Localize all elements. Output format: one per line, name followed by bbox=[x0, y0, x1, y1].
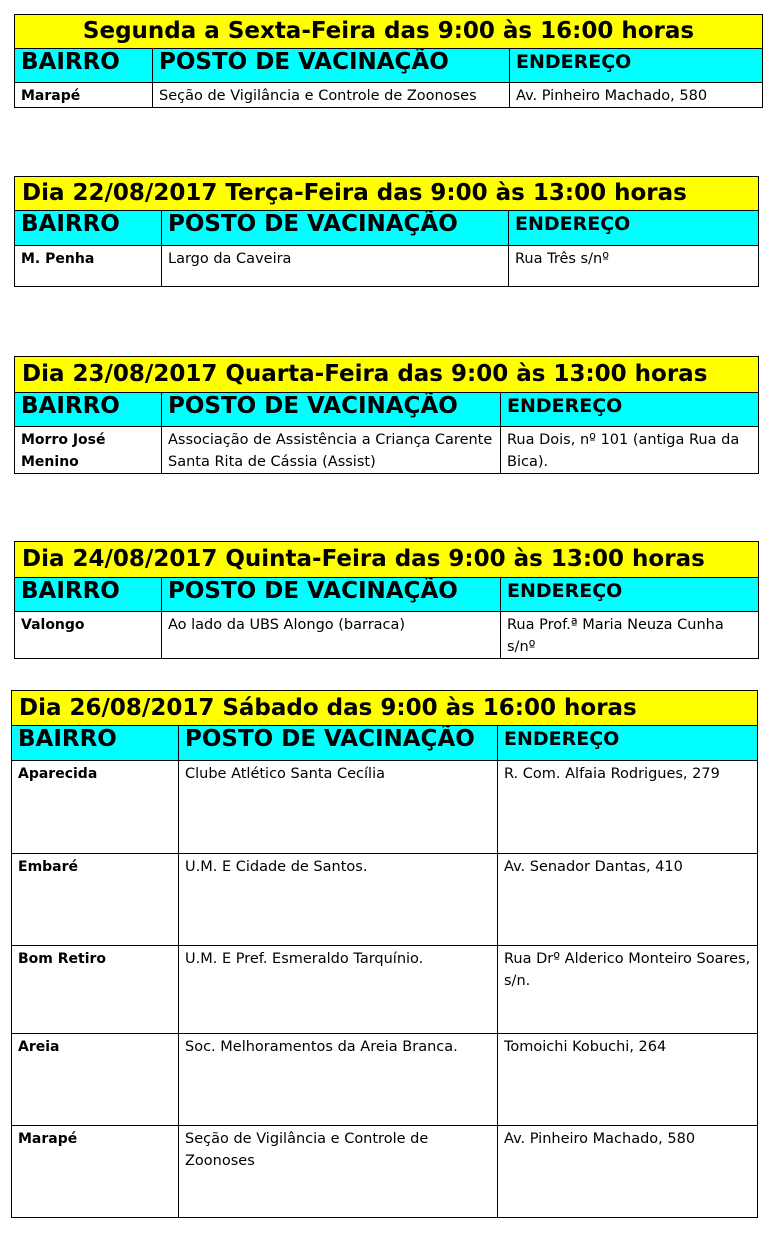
cell-endereco: Tomoichi Kobuchi, 264 bbox=[497, 1034, 757, 1125]
column-header-posto: POSTO DE VACINAÇÃO bbox=[152, 49, 509, 82]
cell-bairro: Bom Retiro bbox=[18, 951, 107, 967]
table-header-row bbox=[15, 211, 758, 246]
column-header-posto: POSTO DE VACINAÇÃO bbox=[161, 578, 500, 611]
cell-endereco: Av. Senador Dantas, 410 bbox=[497, 854, 757, 945]
column-header-posto: POSTO DE VACINAÇÃO bbox=[161, 211, 508, 245]
cell-posto: Clube Atlético Santa Cecília bbox=[178, 761, 497, 853]
cell-posto: Seção de Vigilância e Controle de Zoonoses bbox=[152, 83, 509, 107]
table-row bbox=[15, 612, 758, 658]
column-header-endereco: ENDEREÇO bbox=[509, 49, 762, 82]
cell-bairro: Embaré bbox=[18, 859, 79, 875]
column-header-endereco: ENDEREÇO bbox=[500, 578, 758, 611]
table-header-row bbox=[12, 726, 757, 761]
cell-endereco: Rua Drº Alderico Monteiro Soares, s/n. bbox=[497, 946, 757, 1033]
cell-posto: U.M. E Cidade de Santos. bbox=[178, 854, 497, 945]
column-header-bairro: BAIRRO bbox=[21, 578, 120, 604]
table-title-text: Dia 24/08/2017 Quinta-Feira das 9:00 às 13:00 horas bbox=[22, 546, 705, 572]
cell-posto: Soc. Melhoramentos da Areia Branca. bbox=[178, 1034, 497, 1125]
cell-bairro: Marapé bbox=[18, 1131, 78, 1147]
column-header-endereco: ENDEREÇO bbox=[497, 726, 757, 760]
column-header-endereco: ENDEREÇO bbox=[500, 393, 758, 426]
table-row bbox=[15, 246, 758, 286]
column-header-bairro: BAIRRO bbox=[21, 49, 120, 75]
schedule-table-tuesday bbox=[14, 176, 759, 287]
table-title bbox=[15, 15, 762, 49]
table-header-row bbox=[15, 393, 758, 427]
table-title bbox=[15, 177, 758, 211]
schedule-table-saturday bbox=[11, 690, 758, 1218]
column-header-posto: POSTO DE VACINAÇÃO bbox=[178, 726, 497, 760]
column-header-bairro: BAIRRO bbox=[18, 726, 117, 752]
cell-endereco: Av. Pinheiro Machado, 580 bbox=[509, 83, 762, 107]
cell-endereco: Rua Dois, nº 101 (antiga Rua da Bica). bbox=[500, 427, 758, 473]
table-row bbox=[12, 1033, 757, 1125]
cell-endereco: Rua Prof.ª Maria Neuza Cunha s/nº bbox=[500, 612, 758, 658]
table-title bbox=[12, 691, 757, 726]
cell-bairro: Morro José Menino bbox=[21, 432, 106, 470]
table-row bbox=[15, 83, 762, 107]
column-header-endereco: ENDEREÇO bbox=[508, 211, 758, 245]
cell-posto: Largo da Caveira bbox=[161, 246, 508, 286]
table-row bbox=[15, 427, 758, 473]
cell-posto: Ao lado da UBS Alongo (barraca) bbox=[161, 612, 500, 658]
schedule-table-thursday bbox=[14, 541, 759, 659]
schedule-table-wednesday bbox=[14, 356, 759, 474]
column-header-bairro: BAIRRO bbox=[21, 211, 120, 237]
cell-posto: U.M. E Pref. Esmeraldo Tarquínio. bbox=[178, 946, 497, 1033]
cell-posto: Seção de Vigilância e Controle de Zoonoses bbox=[178, 1126, 497, 1217]
cell-bairro: Marapé bbox=[21, 88, 81, 104]
table-row bbox=[12, 853, 757, 945]
column-header-posto: POSTO DE VACINAÇÃO bbox=[161, 393, 500, 426]
table-title-text: Dia 23/08/2017 Quarta-Feira das 9:00 às 13:00 horas bbox=[22, 361, 708, 387]
table-row bbox=[12, 945, 757, 1033]
table-row bbox=[12, 1125, 757, 1217]
table-title bbox=[15, 542, 758, 578]
table-header-row bbox=[15, 578, 758, 612]
table-title bbox=[15, 357, 758, 393]
cell-bairro: Aparecida bbox=[18, 766, 98, 782]
cell-endereco: Rua Três s/nº bbox=[508, 246, 758, 286]
cell-bairro: Areia bbox=[18, 1039, 60, 1055]
table-row bbox=[12, 761, 757, 853]
cell-posto: Associação de Assistência a Criança Carente Santa Rita de Cássia (Assist) bbox=[161, 427, 500, 473]
table-title-text: Segunda a Sexta-Feira das 9:00 às 16:00 horas bbox=[82, 18, 695, 44]
table-title-text: Dia 26/08/2017 Sábado das 9:00 às 16:00 horas bbox=[19, 694, 637, 721]
cell-endereco: R. Com. Alfaia Rodrigues, 279 bbox=[497, 761, 757, 853]
cell-bairro: M. Penha bbox=[21, 251, 95, 267]
table-title-text: Dia 22/08/2017 Terça-Feira das 9:00 às 13:00 horas bbox=[22, 180, 687, 206]
column-header-bairro: BAIRRO bbox=[21, 393, 120, 419]
table-header-row bbox=[15, 49, 762, 83]
schedule-table-weekdays bbox=[14, 14, 763, 108]
cell-endereco: Av. Pinheiro Machado, 580 bbox=[497, 1126, 757, 1217]
cell-bairro: Valongo bbox=[21, 617, 85, 633]
